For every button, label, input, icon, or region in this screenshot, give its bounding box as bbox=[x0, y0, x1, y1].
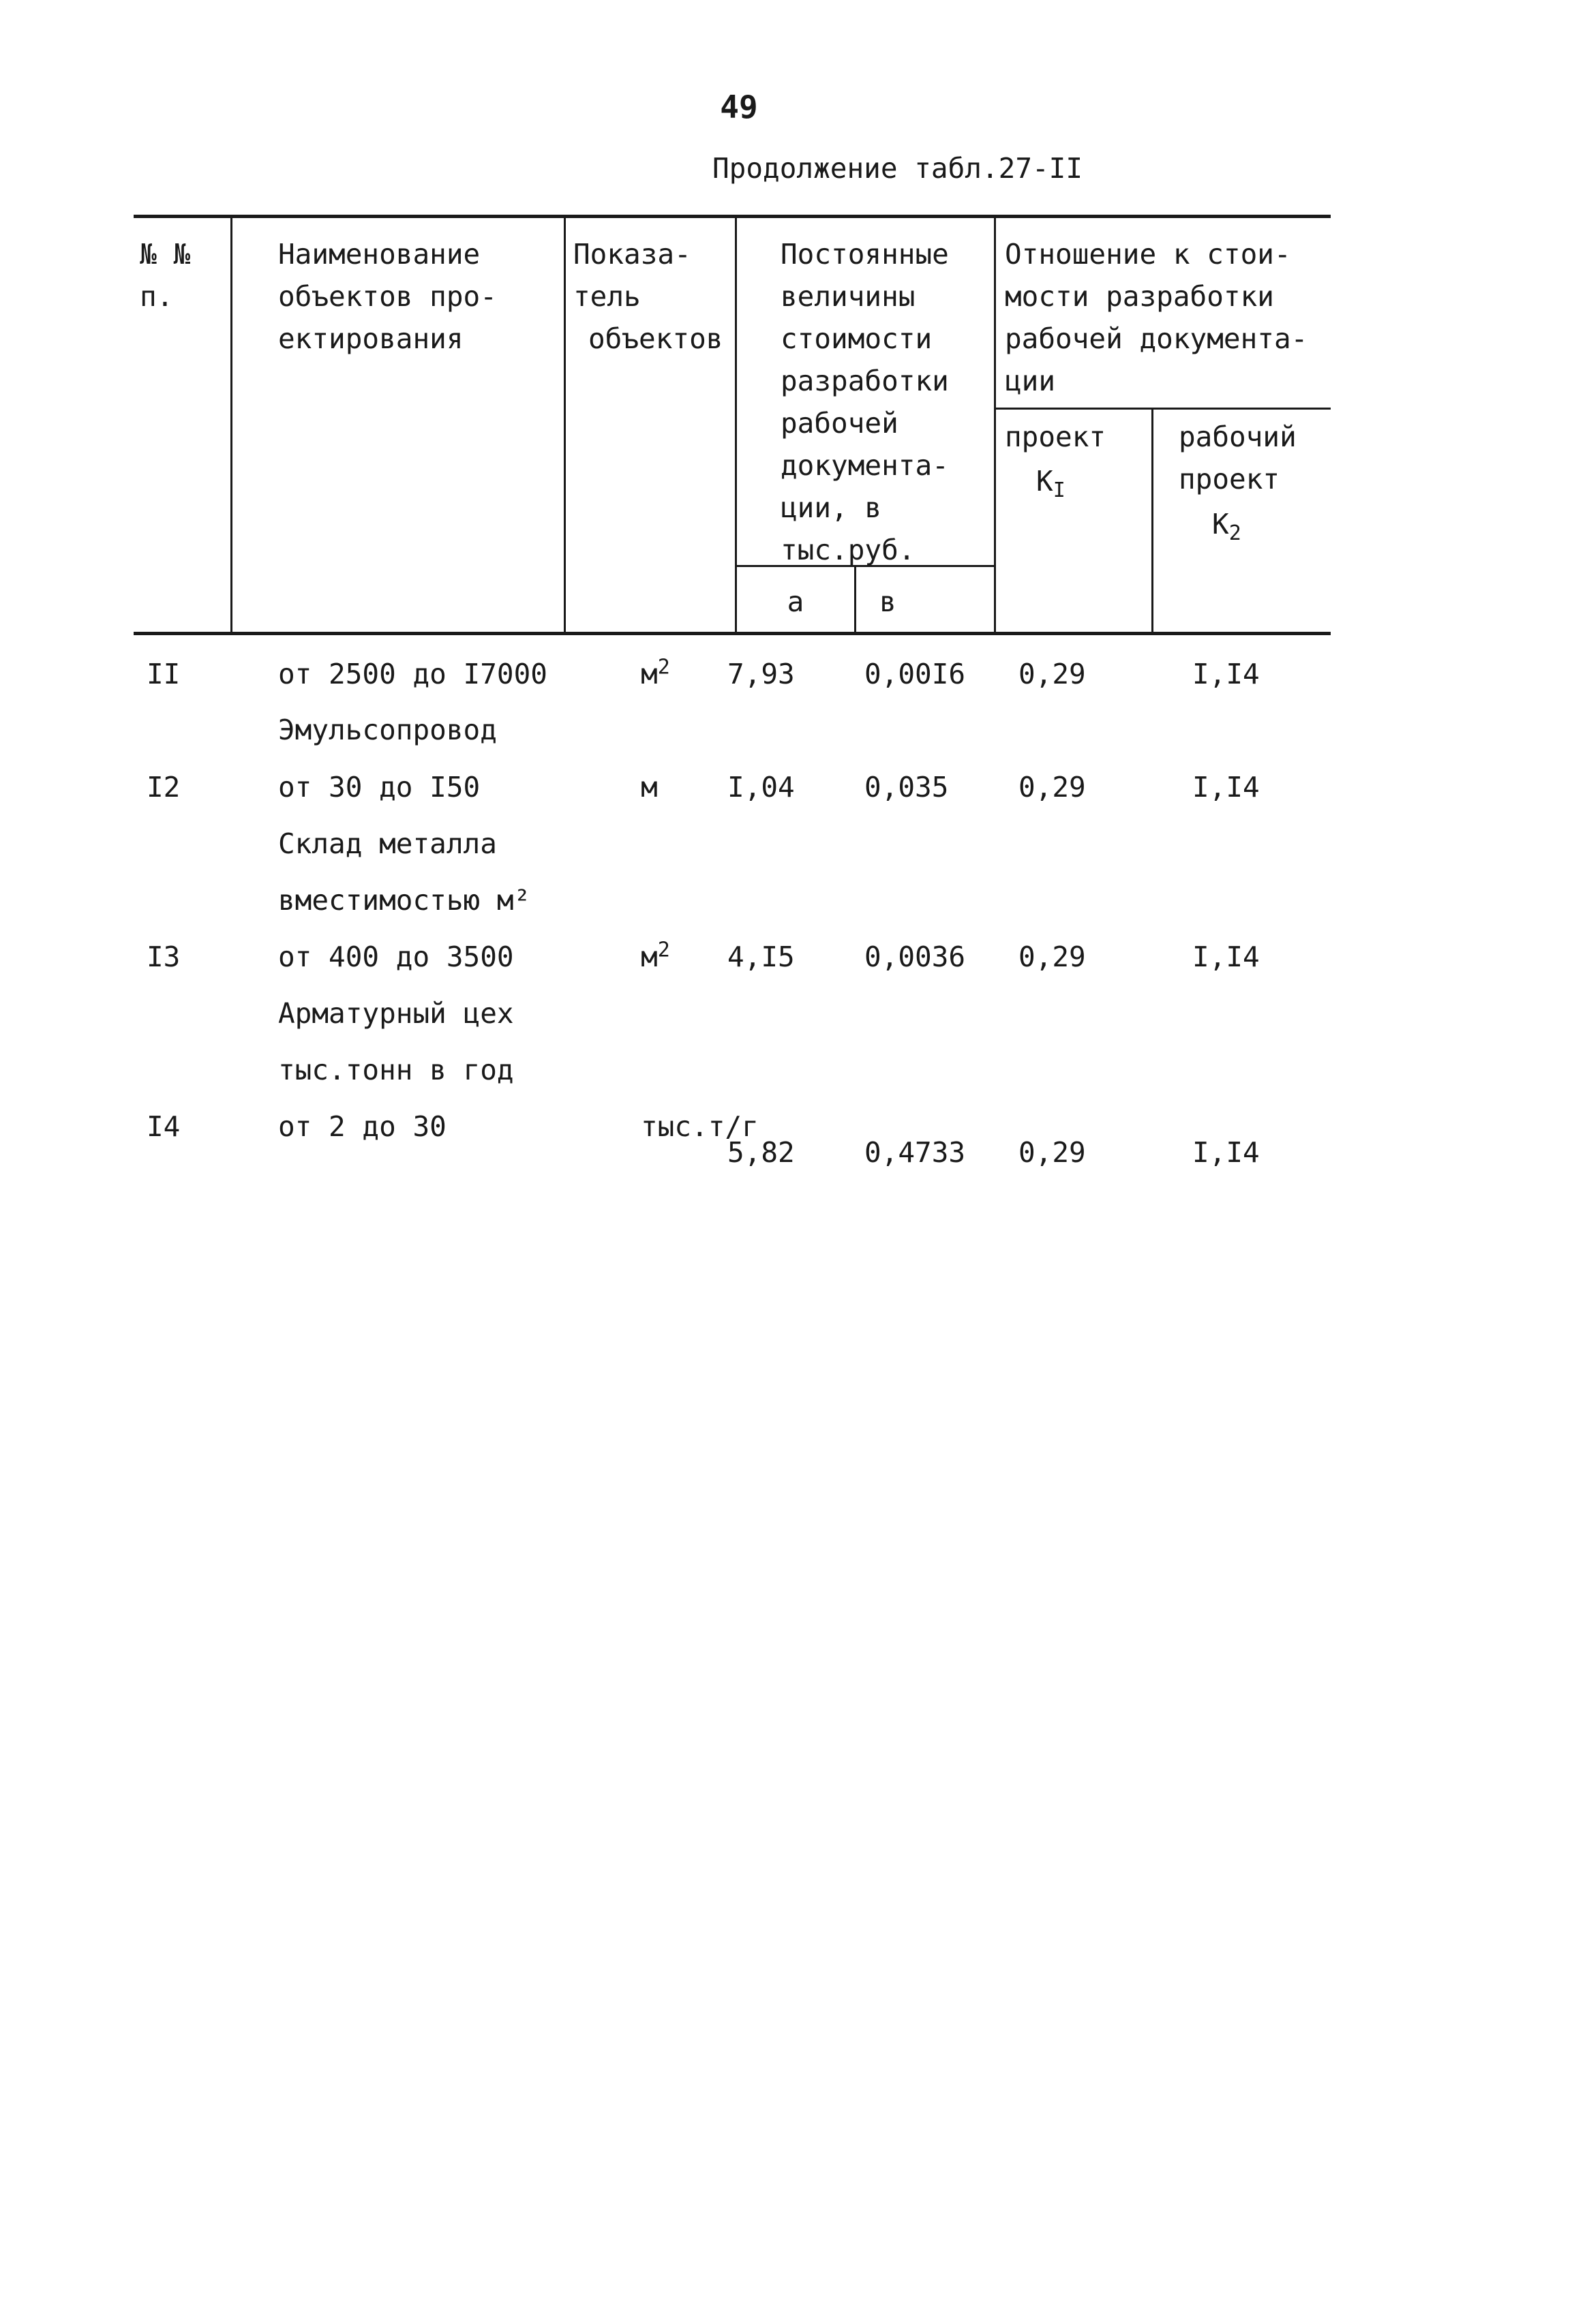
row-value-k1: 0,29 bbox=[1018, 1136, 1086, 1169]
row-value-b: 0,4733 bbox=[864, 1136, 966, 1169]
table-top-rule bbox=[134, 215, 1331, 218]
row-name-line: от 2500 до I7000 bbox=[278, 658, 547, 690]
col-rule-3 bbox=[735, 215, 737, 634]
row-value-a: I,04 bbox=[727, 771, 795, 804]
col-rule-5 bbox=[994, 215, 996, 634]
header-col-b: в bbox=[879, 585, 896, 618]
row-name-line: Эмульсопровод bbox=[278, 714, 497, 746]
col-rule-2 bbox=[564, 215, 566, 634]
row-name-line: тыс.тонн в год bbox=[278, 1054, 514, 1086]
row-name-line: Склад металла bbox=[278, 827, 497, 860]
row-name-line: от 400 до 3500 bbox=[278, 941, 514, 973]
row-num: II bbox=[147, 658, 181, 690]
row-value-a: 4,I5 bbox=[727, 941, 795, 973]
row-value-k2: I,I4 bbox=[1192, 771, 1260, 804]
row-name-line: от 30 до I50 bbox=[278, 771, 481, 804]
row-num: I3 bbox=[147, 941, 181, 973]
table-caption: Продолжение табл.27-II bbox=[712, 152, 1083, 185]
row-name-line: от 2 до 30 bbox=[278, 1110, 447, 1143]
col-rule-1 bbox=[230, 215, 232, 634]
row-unit: м bbox=[641, 771, 658, 804]
row-value-k2: I,I4 bbox=[1192, 1136, 1260, 1169]
row-name-line: Арматурный цех bbox=[278, 997, 514, 1030]
k2-symbol: $К_2$ bbox=[1212, 508, 1241, 546]
k1-symbol: $К_I$ bbox=[1036, 465, 1065, 503]
row-value-a: 5,82 bbox=[727, 1136, 795, 1169]
row-unit: $м^2$ bbox=[641, 938, 670, 973]
row-value-b: 0,0036 bbox=[864, 941, 966, 973]
header-col-a: а bbox=[787, 585, 804, 618]
row-value-k2: I,I4 bbox=[1192, 941, 1260, 973]
row-value-k1: 0,29 bbox=[1018, 941, 1086, 973]
row-value-k2: I,I4 bbox=[1192, 658, 1260, 690]
row-value-k1: 0,29 bbox=[1018, 658, 1086, 690]
col-rule-4 bbox=[854, 565, 856, 634]
row-unit: тыс.т/г bbox=[641, 1110, 759, 1143]
row-num: I4 bbox=[147, 1110, 181, 1143]
row-unit: $м^2$ bbox=[641, 655, 670, 690]
row-value-k1: 0,29 bbox=[1018, 771, 1086, 804]
col-rule-6 bbox=[1151, 408, 1153, 634]
row-num: I2 bbox=[147, 771, 181, 804]
row-value-b: 0,035 bbox=[864, 771, 949, 804]
row-value-b: 0,00I6 bbox=[864, 658, 966, 690]
row-value-a: 7,93 bbox=[727, 658, 795, 690]
ratio-sub-rule bbox=[994, 408, 1331, 410]
row-name-line: вместимостью м² bbox=[278, 884, 531, 917]
page-number: 49 bbox=[720, 89, 758, 125]
